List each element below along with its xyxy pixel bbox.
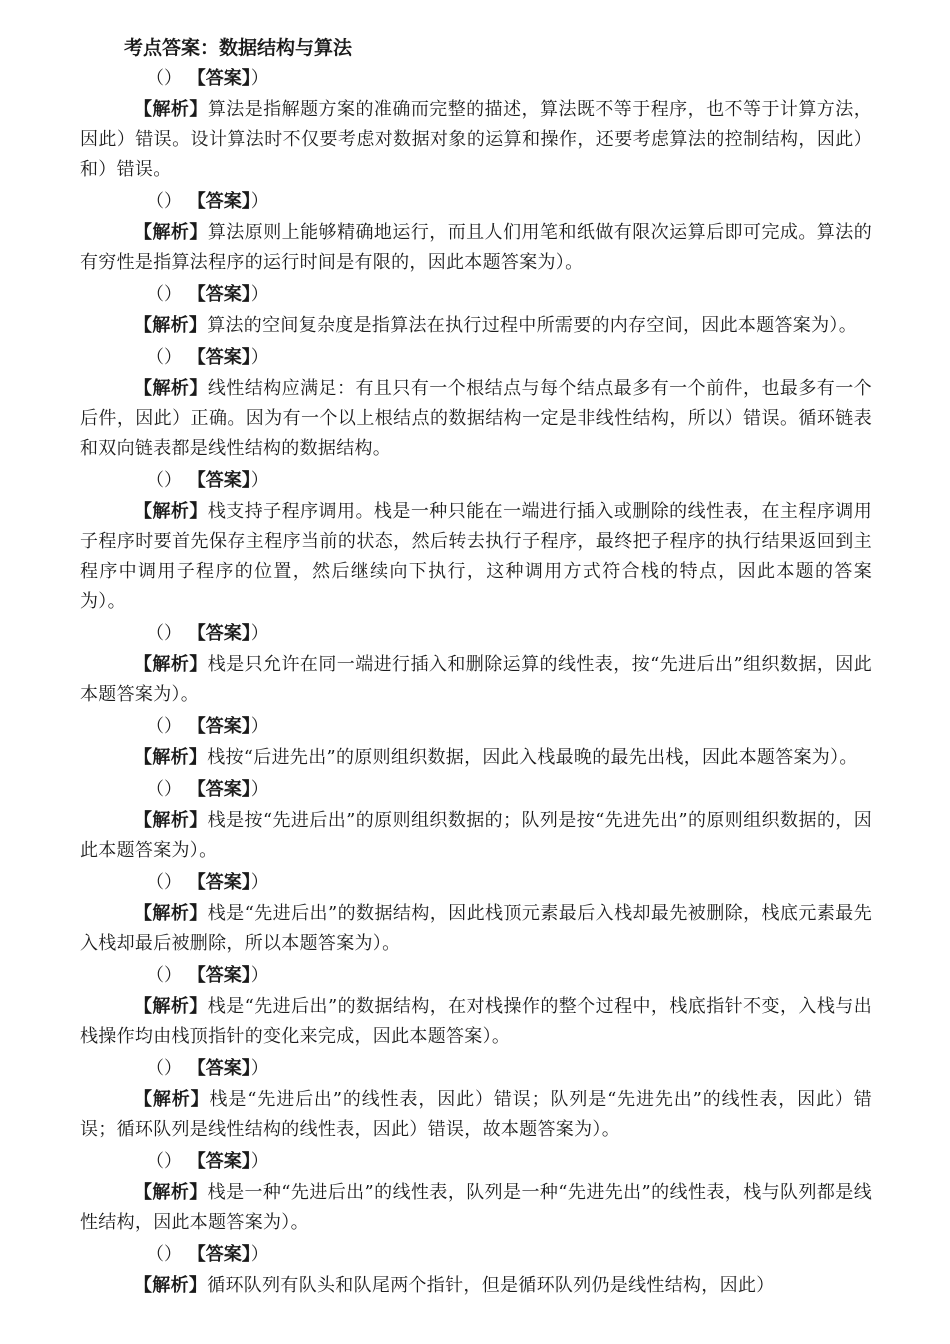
analysis-tag: 【解析】 xyxy=(134,378,208,399)
answer-line xyxy=(80,962,872,990)
analysis-text: 栈是“先进后出”的数据结构，在对栈操作的整个过程中，栈底指针不变，入栈与出栈操作均由栈顶指针的变化来完成，因此本题答案）。 xyxy=(80,996,872,1047)
answer-tag: 【答案】 xyxy=(187,623,251,644)
answer-suffix: ） xyxy=(250,716,269,737)
analysis-paragraph xyxy=(80,743,872,773)
answer-suffix: ） xyxy=(250,1058,269,1079)
answer-prefix: （） xyxy=(146,1151,182,1172)
answer-tag: 【答案】 xyxy=(187,779,251,800)
answer-tag: 【答案】 xyxy=(187,1244,251,1265)
answer-entry xyxy=(80,713,872,773)
analysis-text: 栈按“后进先出”的原则组织数据，因此入栈最晚的最先出栈，因此本题答案为）。 xyxy=(207,747,858,768)
answer-line xyxy=(80,344,872,372)
answer-prefix: （） xyxy=(146,347,182,368)
answer-line xyxy=(80,467,872,495)
answer-entry xyxy=(80,620,872,710)
answer-line xyxy=(80,1241,872,1269)
analysis-tag: 【解析】 xyxy=(134,747,208,768)
answer-tag: 【答案】 xyxy=(187,347,251,368)
analysis-text: 线性结构应满足：有且只有一个根结点与每个结点最多有一个前件，也最多有一个后件，因此）正确。因为有一个以上根结点的数据结构一定是非线性结构，所以）错误。循环链表和双向链表都是线性结构的数据结构。 xyxy=(80,378,873,459)
answer-prefix: （） xyxy=(146,470,182,491)
analysis-tag: 【解析】 xyxy=(134,315,208,336)
answer-tag: 【答案】 xyxy=(187,965,251,986)
answer-prefix: （） xyxy=(146,779,182,800)
analysis-text: 栈是“先进后出”的数据结构，因此栈顶元素最后入栈却最先被删除，栈底元素最先入栈却最后被删除，所以本题答案为）。 xyxy=(80,903,872,954)
answer-tag: 【答案】 xyxy=(187,716,251,737)
answer-suffix: ） xyxy=(250,1244,269,1265)
answer-prefix: （） xyxy=(146,965,182,986)
answer-suffix: ） xyxy=(250,872,269,893)
analysis-text: 循环队列有队头和队尾两个指针，但是循环队列仍是线性结构，因此） xyxy=(207,1275,775,1296)
answer-suffix: ） xyxy=(250,68,269,89)
answer-suffix: ） xyxy=(250,284,269,305)
answer-prefix: （） xyxy=(146,1058,182,1079)
answer-tag: 【答案】 xyxy=(187,1151,251,1172)
answer-line xyxy=(80,65,872,93)
analysis-paragraph xyxy=(80,1085,872,1145)
analysis-tag: 【解析】 xyxy=(134,996,208,1017)
answer-tag: 【答案】 xyxy=(187,284,251,305)
answer-suffix: ） xyxy=(250,191,269,212)
analysis-paragraph xyxy=(80,806,872,866)
document-page xyxy=(80,34,872,1304)
analysis-paragraph xyxy=(80,218,872,278)
answer-suffix: ） xyxy=(250,470,269,491)
analysis-tag: 【解析】 xyxy=(134,903,208,924)
answer-entry xyxy=(80,65,872,185)
answer-prefix: （） xyxy=(146,872,182,893)
answer-tag: 【答案】 xyxy=(187,872,251,893)
answer-entry xyxy=(80,776,872,866)
analysis-text: 算法的空间复杂度是指算法在执行过程中所需要的内存空间，因此本题答案为）。 xyxy=(207,315,857,336)
analysis-tag: 【解析】 xyxy=(134,654,208,675)
analysis-tag: 【解析】 xyxy=(134,99,208,120)
analysis-text: 栈是一种“先进后出”的线性表，队列是一种“先进先出”的线性表，栈与队列都是线性结构，因此本题答案为）。 xyxy=(80,1182,872,1233)
analysis-paragraph xyxy=(80,95,872,185)
analysis-text: 算法原则上能够精确地运行，而且人们用笔和纸做有限次运算后即可完成。算法的有穷性是指算法程序的运行时间是有限的，因此本题答案为）。 xyxy=(80,222,873,273)
analysis-text: 栈是按“先进后出”的原则组织数据的；队列是按“先进先出”的原则组织数据的，因此本题答案为）。 xyxy=(80,810,872,861)
answer-tag: 【答案】 xyxy=(187,1058,251,1079)
answer-entry xyxy=(80,1148,872,1238)
analysis-paragraph xyxy=(80,311,872,341)
analysis-tag: 【解析】 xyxy=(134,1275,208,1296)
answer-suffix: ） xyxy=(250,779,269,800)
analysis-tag: 【解析】 xyxy=(134,1089,210,1110)
answer-prefix: （） xyxy=(146,68,182,89)
analysis-text: 栈支持子程序调用。栈是一种只能在一端进行插入或删除的线性表，在主程序调用子程序时要首先保存主程序当前的状态，然后转去执行子程序，最终把子程序的执行结果返回到主程序中调用子程序的位置，然后继续向下执行，这种调用方式符合栈的特点，因此本题的答案为）。 xyxy=(80,501,873,612)
answer-entry xyxy=(80,188,872,278)
answer-suffix: ） xyxy=(250,623,269,644)
answer-line xyxy=(80,776,872,804)
answer-suffix: ） xyxy=(250,965,269,986)
answer-entry xyxy=(80,962,872,1052)
answer-entry xyxy=(80,1241,872,1301)
analysis-paragraph xyxy=(80,650,872,710)
page-title: 考点答案：数据结构与算法 xyxy=(124,37,353,59)
answer-suffix: ） xyxy=(250,1151,269,1172)
answer-line xyxy=(80,281,872,309)
answer-entry xyxy=(80,344,872,464)
analysis-tag: 【解析】 xyxy=(134,1182,208,1203)
analysis-paragraph xyxy=(80,374,872,464)
answer-prefix: （） xyxy=(146,1244,182,1265)
answer-line xyxy=(80,713,872,741)
answer-entry xyxy=(80,1055,872,1145)
answer-prefix: （） xyxy=(146,716,182,737)
analysis-paragraph xyxy=(80,992,872,1052)
answer-prefix: （） xyxy=(146,623,182,644)
analysis-paragraph xyxy=(80,899,872,959)
answer-list xyxy=(80,65,872,1301)
analysis-text: 算法是指解题方案的准确而完整的描述，算法既不等于程序，也不等于计算方法，因此）错误。设计算法时不仅要考虑对数据对象的运算和操作，还要考虑算法的控制结构，因此）和）错误。 xyxy=(80,99,873,180)
analysis-paragraph xyxy=(80,1271,872,1301)
answer-line xyxy=(80,1148,872,1176)
answer-tag: 【答案】 xyxy=(187,68,251,89)
answer-suffix: ） xyxy=(250,347,269,368)
answer-tag: 【答案】 xyxy=(187,470,251,491)
answer-line xyxy=(80,188,872,216)
analysis-tag: 【解析】 xyxy=(134,501,208,522)
analysis-paragraph xyxy=(80,1178,872,1238)
analysis-text: 栈是“先进后出”的线性表，因此）错误；队列是“先进先出”的线性表，因此）错误；循环队列是线性结构的线性表，因此）错误，故本题答案为）。 xyxy=(80,1089,873,1140)
answer-line xyxy=(80,869,872,897)
answer-tag: 【答案】 xyxy=(187,191,251,212)
analysis-tag: 【解析】 xyxy=(134,810,208,831)
answer-entry xyxy=(80,281,872,341)
answer-prefix: （） xyxy=(146,191,182,212)
answer-prefix: （） xyxy=(146,284,182,305)
analysis-text: 栈是只允许在同一端进行插入和删除运算的线性表，按“先进后出”组织数据，因此本题答案为）。 xyxy=(80,654,872,705)
answer-entry xyxy=(80,869,872,959)
analysis-paragraph xyxy=(80,497,872,617)
answer-line xyxy=(80,1055,872,1083)
analysis-tag: 【解析】 xyxy=(134,222,208,243)
answer-entry xyxy=(80,467,872,617)
answer-line xyxy=(80,620,872,648)
